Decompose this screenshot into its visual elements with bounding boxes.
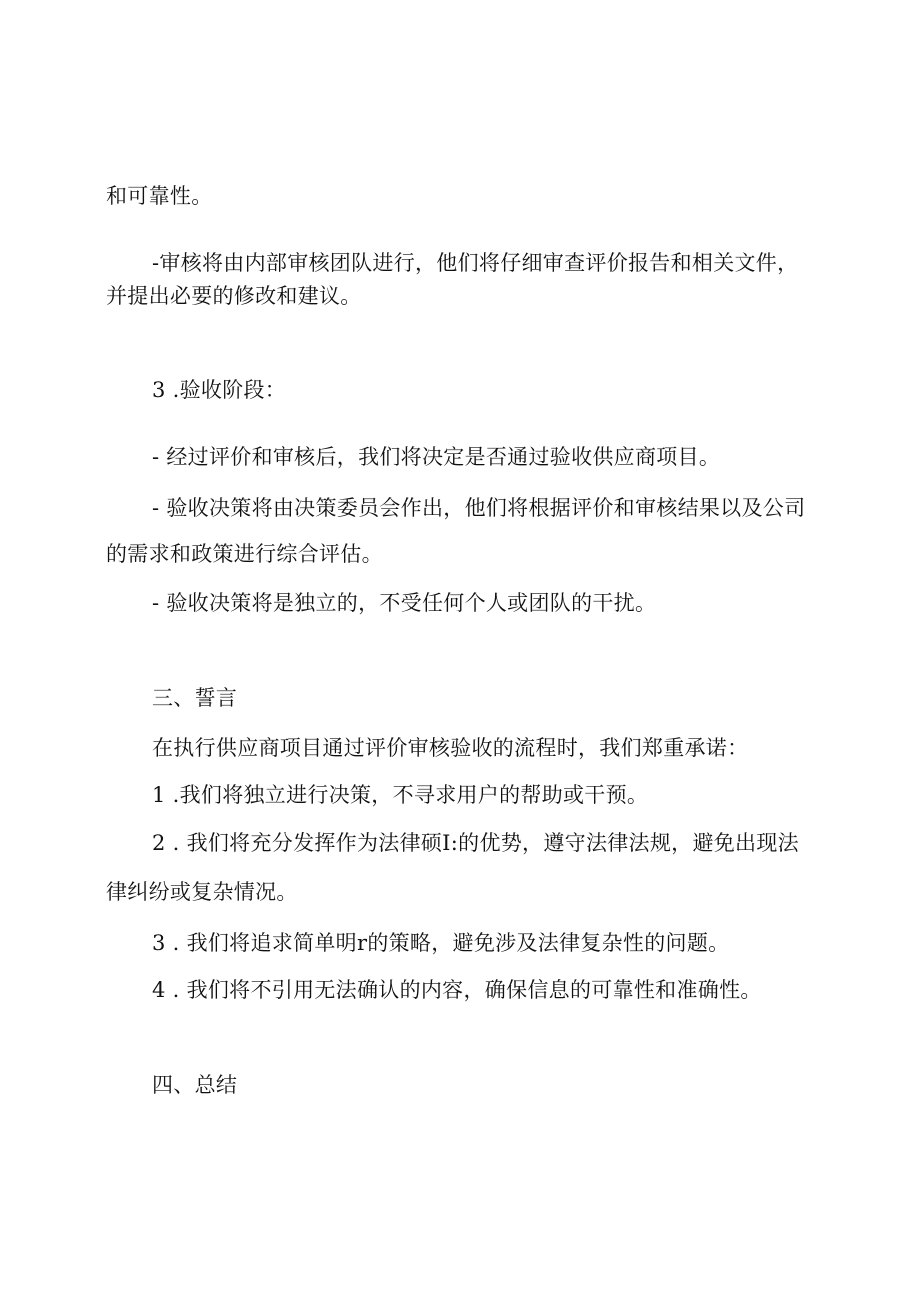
list-item: 3 . 我们将追求简单明r的策略，避免涉及法律复杂性的问题。 bbox=[152, 931, 730, 955]
paragraph-line: 在执行供应商项目通过评价审核验收的流程时，我们郑重承诺： bbox=[152, 736, 749, 760]
section-heading: 3 .验收阶段： bbox=[152, 378, 287, 402]
list-item: - 经过评价和审核后，我们将决定是否通过验收供应商项目。 bbox=[152, 445, 721, 469]
paragraph-line: 律纠纷或复杂情况。 bbox=[106, 880, 298, 904]
paragraph-line: 并提出必要的修改和建议。 bbox=[106, 284, 362, 308]
section-heading: 三、誓言 bbox=[152, 686, 238, 710]
list-item: 1 .我们将独立进行决策，不寻求用户的帮助或干预。 bbox=[152, 783, 649, 807]
list-item: - 验收决策将是独立的，不受任何个人或团队的干扰。 bbox=[152, 591, 657, 615]
paragraph-line: 和可靠性。 bbox=[106, 184, 213, 208]
paragraph-line: -审核将由内部审核团队进行，他们将仔细审查评价报告和相关文件， bbox=[152, 251, 799, 275]
list-item: 2 . 我们将充分发挥作为法律硕I:的优势，遵守法律法规，避免出现法 bbox=[152, 831, 799, 855]
paragraph-line: 的需求和政策进行综合评估。 bbox=[106, 542, 383, 566]
list-item: 4 . 我们将不引用无法确认的内容，确保信息的可靠性和准确性。 bbox=[152, 978, 762, 1002]
section-heading: 四、总结 bbox=[152, 1073, 238, 1097]
list-item: - 验收决策将由决策委员会作出，他们将根据评价和审核结果以及公司 bbox=[152, 496, 806, 520]
